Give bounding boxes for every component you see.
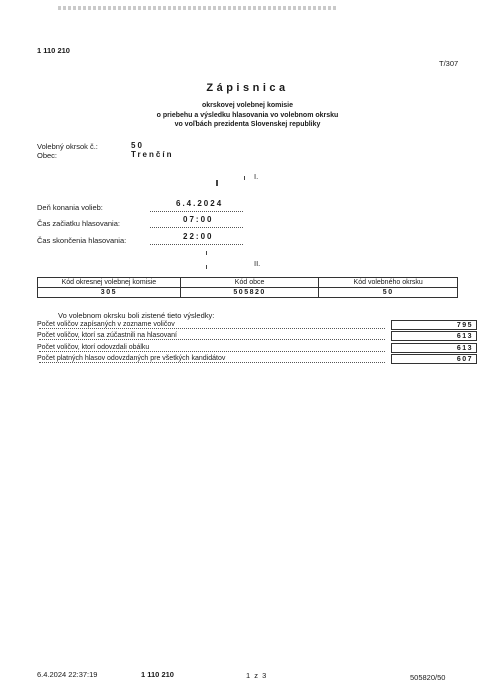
- result-value-box: 613: [391, 343, 477, 353]
- result-label: Počet voličov, ktorí sa zúčastnili na hlasovaní: [37, 332, 177, 339]
- ink-mark: [216, 180, 218, 186]
- result-row: [37, 354, 477, 365]
- form-code: T/307: [439, 59, 459, 68]
- date-label: Deň konania volieb:: [37, 203, 103, 212]
- result-dotted-line: [39, 328, 385, 329]
- codes-header-cell: Kód okresnej volebnej komisie: [38, 278, 181, 288]
- date-dotted-line: [150, 211, 243, 212]
- footer-timestamp: 6.4.2024 22:37:19: [37, 670, 98, 679]
- date-value: 6.4.2024: [176, 199, 224, 208]
- ink-mark: [206, 265, 207, 269]
- footer-document-number: 1 110 210: [141, 670, 174, 679]
- document-subtitle: [0, 101, 495, 130]
- end-time-value: 22:00: [183, 232, 214, 241]
- okrsok-value: 50: [131, 141, 144, 150]
- subtitle-line: o priebehu a výsledku hlasovania vo volebnom okrsku: [156, 111, 339, 119]
- scan-artifact-line: [58, 6, 338, 10]
- result-value-box: 795: [391, 320, 477, 330]
- result-label: Počet voličov, ktorí odovzdali obálku: [37, 344, 150, 351]
- end-dotted-line: [150, 244, 243, 245]
- codes-value-cell: 305: [38, 288, 181, 298]
- codes-table: [37, 277, 458, 298]
- document-title: Zápisnica: [206, 82, 289, 94]
- document-number: 1 110 210: [37, 46, 70, 55]
- result-dotted-line: [39, 362, 385, 363]
- result-row: [37, 320, 477, 331]
- subtitle-line: vo voľbách prezidenta Slovenskej republiky: [174, 121, 321, 128]
- subtitle-line: okrskovej volebnej komisie: [201, 102, 294, 109]
- result-dotted-line: [39, 351, 385, 352]
- codes-header-cell: Kód obce: [180, 278, 319, 288]
- result-value-box: 613: [391, 331, 477, 341]
- result-row: [37, 343, 477, 354]
- obec-label: Obec:: [37, 151, 58, 160]
- codes-value-cell: 50: [319, 288, 458, 298]
- codes-value-row: [38, 288, 458, 298]
- obec-value: Trenčín: [131, 150, 174, 159]
- result-label: Počet platných hlasov odovzdaných pre všetkých kandidátov: [37, 355, 226, 362]
- codes-header-cell: Kód volebného okrsku: [319, 278, 458, 288]
- codes-value-cell: 505820: [180, 288, 319, 298]
- result-row: [37, 331, 477, 342]
- results-intro: Vo volebnom okrsku boli zistené tieto výsledky:: [58, 311, 215, 320]
- start-dotted-line: [150, 227, 243, 228]
- start-time-label: Čas začiatku hlasovania:: [37, 219, 120, 228]
- ink-mark: [244, 176, 245, 180]
- result-label: Počet voličov zapísaných v zozname voličov: [37, 321, 175, 328]
- codes-header-row: [38, 278, 458, 288]
- section-ii-heading: II.: [254, 259, 261, 268]
- footer-page-number: 1 z 3: [246, 671, 268, 680]
- ink-mark: [206, 251, 207, 255]
- end-time-label: Čas skončenia hlasovania:: [37, 236, 127, 245]
- footer-code: 505820/50: [410, 673, 446, 682]
- okrsok-label: Volebný okrsok č.:: [37, 142, 98, 151]
- result-value-box: 607: [391, 354, 477, 364]
- result-dotted-line: [39, 339, 385, 340]
- section-i-heading: I.: [254, 172, 259, 181]
- start-time-value: 07:00: [183, 215, 214, 224]
